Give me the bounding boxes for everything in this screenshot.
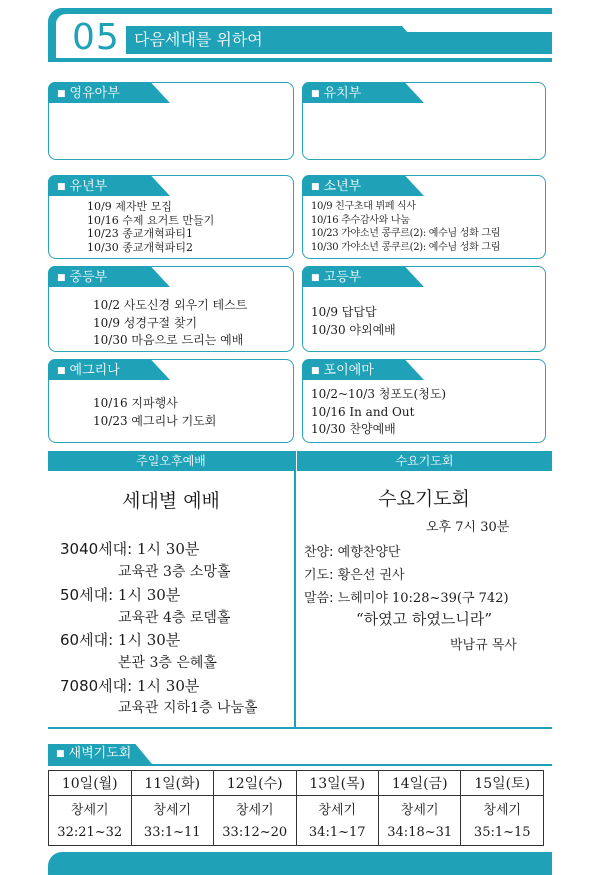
group-60 (60, 629, 180, 650)
wednesday-time: 오후 7시 30분 (426, 520, 510, 535)
card-kinder-title: ■ 유치부 (311, 84, 361, 105)
section-title: 다음세대를 위하여 (134, 30, 263, 49)
verse-cell (461, 796, 544, 846)
verse-range: 34:18~31 (387, 824, 453, 840)
card-high-title: ■ 고등부 (311, 268, 361, 289)
list-item: 10/30 마음으로 드리는 예배 (93, 333, 244, 347)
card-junior (302, 175, 546, 259)
book-name: 창세기 (400, 802, 439, 818)
wednesday-header-label: 수요기도회 (395, 454, 454, 468)
verse-range: 33:1~11 (143, 824, 201, 840)
dawn-rule (48, 764, 552, 766)
list-item: 10/9 제자반 모집 (87, 200, 172, 213)
verse-range: 32:21~32 (57, 824, 123, 840)
verse-range: 33:12~20 (222, 824, 288, 840)
card-middle (48, 266, 294, 352)
verse-cell (131, 796, 213, 846)
card-high (302, 266, 546, 352)
book-name: 창세기 (318, 802, 357, 818)
list-item: 10/23 종교개혁파티1 (87, 227, 193, 240)
dawn-table (48, 770, 544, 846)
list-item: 10/30 종교개혁파티2 (87, 240, 193, 254)
sunday-pm-header (48, 451, 294, 471)
sunday-pm-title: 세대별 예배 (122, 490, 220, 512)
section-number: 05 (72, 17, 120, 58)
group-name: 60세대: (60, 631, 114, 649)
verse-range: 34:1~17 (308, 824, 366, 840)
book-name: 창세기 (235, 802, 274, 818)
card-kinder (302, 82, 546, 160)
footer-bar (48, 852, 552, 875)
group-3040 (60, 538, 199, 559)
day-cell: 15일(토) (461, 771, 544, 796)
book-name: 창세기 (70, 802, 109, 818)
praise-value: 예향찬양단 (337, 545, 401, 560)
list-item: 10/23 예그리나 기도회 (93, 414, 217, 428)
verse-range: 35:1~15 (473, 824, 531, 840)
card-ekklesia (48, 359, 294, 443)
group-time: 1시 30분 (137, 540, 200, 558)
wednesday-header (297, 451, 552, 471)
card-middle-title: ■ 중등부 (57, 268, 107, 289)
list-item: 10/9 성경구절 찾기 (93, 315, 198, 330)
list-item: 10/30 야외예배 (311, 323, 396, 337)
group-time: 1시 30분 (117, 586, 181, 604)
group-time: 1시 30분 (137, 677, 200, 695)
list-item: 10/16 지파행사 (93, 396, 178, 410)
list-item: 10/9 친구초대 뷔페 식사 (311, 201, 416, 212)
card-infant (48, 82, 294, 160)
group-name: 50세대: (60, 586, 114, 604)
group-place: 본관 3층 은혜홀 (118, 655, 217, 671)
list-item: 10/9 답답답 (311, 305, 377, 319)
word-row (304, 587, 509, 606)
group-7080 (60, 675, 199, 696)
sunday-pm-header-label: 주일오후예배 (136, 454, 206, 468)
card-junior-title: ■ 소년부 (311, 177, 361, 198)
day-cell: 11일(화) (131, 771, 213, 796)
prayer-label: 기도: (304, 568, 334, 583)
book-name: 창세기 (153, 802, 192, 818)
prayer-row (304, 564, 405, 583)
list-item: 10/16 수제 요거트 만들기 (87, 213, 215, 227)
preacher: 박남규 목사 (450, 638, 517, 653)
wednesday-title: 수요기도회 (378, 488, 470, 510)
verse-cell (296, 796, 378, 846)
day-cell: 14일(금) (378, 771, 461, 796)
verse-cell (49, 796, 132, 846)
group-name: 3040세대: (60, 540, 133, 558)
day-cell: 12일(수) (213, 771, 296, 796)
section-bottom-rule (48, 727, 552, 729)
praise-row (304, 541, 400, 560)
table-row (49, 796, 544, 846)
card-primary-title: ■ 유년부 (57, 177, 107, 198)
word-value: 느헤미야 10:28~39(구 742) (337, 591, 509, 606)
table-row (49, 771, 544, 796)
list-item: 10/30 가야소년 콩쿠르(2): 예수님 성화 그림 (311, 241, 501, 253)
day-cell: 13일(목) (296, 771, 378, 796)
list-item: 10/23 가야소년 콩쿠르(2): 예수님 성화 그림 (311, 228, 501, 239)
list-item: 10/2 사도신경 외우기 테스트 (93, 298, 248, 312)
group-place: 교육관 4층 로뎀홀 (118, 610, 231, 626)
group-place: 교육관 3층 소망홀 (118, 564, 231, 580)
word-label: 말씀: (304, 591, 334, 606)
list-item: 10/30 찬양예배 (311, 422, 396, 436)
praise-label: 찬양: (304, 545, 334, 560)
sermon-title: “하였고 하였느니라” (355, 610, 493, 628)
dawn-title: ■ 새벽기도회 (56, 744, 131, 765)
group-50 (60, 584, 180, 605)
card-primary (48, 175, 294, 259)
list-item: 10/16 추수감사와 나눔 (311, 214, 410, 226)
list-item: 10/16 In and Out (311, 404, 415, 419)
group-place: 교육관 지하1층 나눔홀 (118, 700, 258, 716)
group-name: 7080세대: (60, 677, 133, 695)
verse-cell (213, 796, 296, 846)
day-cell: 10일(월) (49, 771, 132, 796)
verse-cell (378, 796, 461, 846)
card-ekklesia-title: ■ 예그리나 (57, 361, 120, 382)
card-poiema (302, 359, 546, 443)
prayer-value: 황은선 권사 (337, 568, 405, 583)
group-time: 1시 30분 (117, 631, 181, 649)
list-item: 10/2~10/3 청포도(청도) (311, 387, 447, 401)
card-infant-title: ■ 영유아부 (57, 84, 120, 105)
book-name: 창세기 (483, 802, 522, 818)
card-poiema-title: ■ 포이에마 (311, 361, 374, 382)
